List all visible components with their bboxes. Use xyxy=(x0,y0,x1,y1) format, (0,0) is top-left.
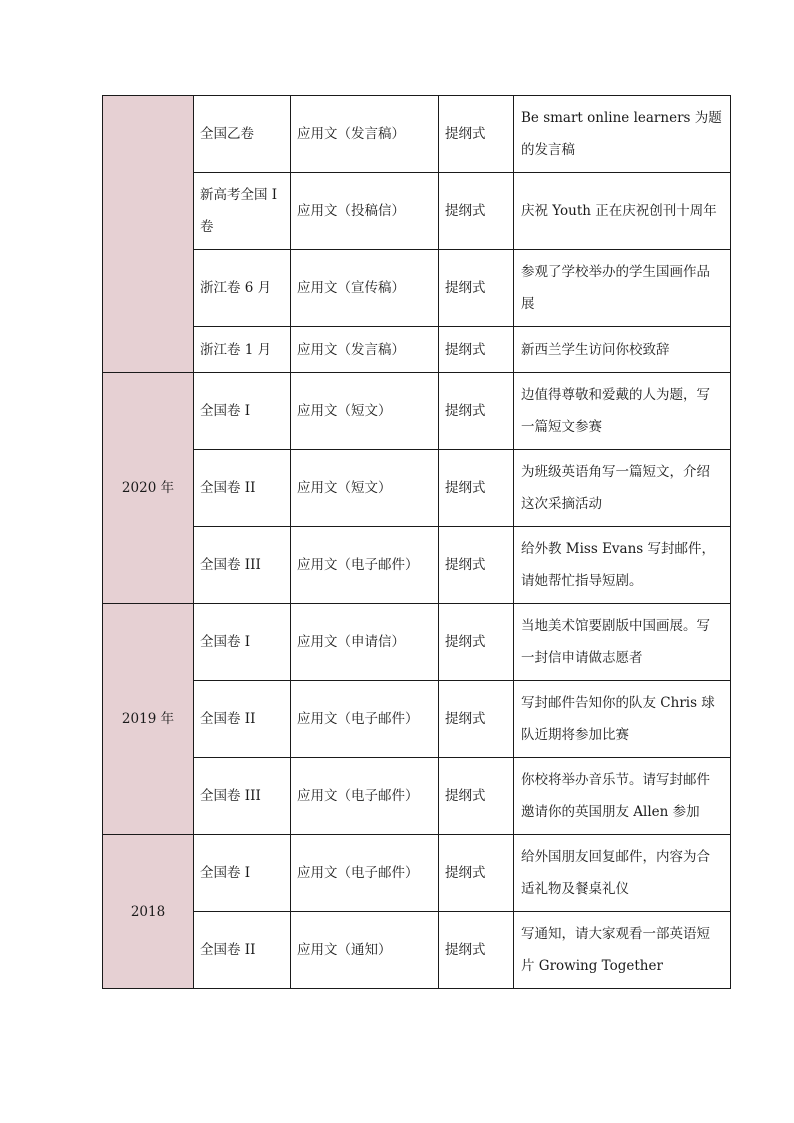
table-row xyxy=(103,96,731,173)
paper-cell: 全国卷 III xyxy=(194,527,291,604)
table-row xyxy=(103,604,731,681)
genre-cell: 应用文（电子邮件） xyxy=(291,758,439,835)
topic-cell: 你校将举办音乐节。请写封邮件邀请你的英国朋友 Allen 参加 xyxy=(514,758,731,835)
year-cell: 2019 年 xyxy=(103,604,194,835)
topic-cell: 当地美术馆要剧版中国画展。写一封信申请做志愿者 xyxy=(514,604,731,681)
genre-cell: 应用文（短文） xyxy=(291,450,439,527)
year-cell: 2020 年 xyxy=(103,373,194,604)
table-row xyxy=(103,527,731,604)
format-cell: 提纲式 xyxy=(439,173,514,250)
genre-cell: 应用文（短文） xyxy=(291,373,439,450)
year-cell: 2018 xyxy=(103,835,194,989)
genre-cell: 应用文（宣传稿） xyxy=(291,250,439,327)
paper-cell: 浙江卷 6 月 xyxy=(194,250,291,327)
topic-cell: 给外教 Miss Evans 写封邮件，请她帮忙指导短剧。 xyxy=(514,527,731,604)
year-cell xyxy=(103,96,194,373)
format-cell: 提纲式 xyxy=(439,250,514,327)
format-cell: 提纲式 xyxy=(439,527,514,604)
genre-cell: 应用文（申请信） xyxy=(291,604,439,681)
table-row xyxy=(103,681,731,758)
topic-cell: Be smart online learners 为题的发言稿 xyxy=(514,96,731,173)
table-row xyxy=(103,912,731,989)
genre-cell: 应用文（电子邮件） xyxy=(291,527,439,604)
genre-cell: 应用文（发言稿） xyxy=(291,96,439,173)
table-row xyxy=(103,450,731,527)
table-row xyxy=(103,373,731,450)
table-row xyxy=(103,173,731,250)
topic-cell: 新西兰学生访问你校致辞 xyxy=(514,327,731,373)
topic-cell: 给外国朋友回复邮件，内容为合适礼物及餐桌礼仪 xyxy=(514,835,731,912)
table-row xyxy=(103,758,731,835)
paper-cell: 全国乙卷 xyxy=(194,96,291,173)
format-cell: 提纲式 xyxy=(439,373,514,450)
format-cell: 提纲式 xyxy=(439,450,514,527)
table-row xyxy=(103,835,731,912)
format-cell: 提纲式 xyxy=(439,912,514,989)
paper-cell: 全国卷 II xyxy=(194,450,291,527)
exam-table xyxy=(102,95,731,989)
format-cell: 提纲式 xyxy=(439,758,514,835)
paper-cell: 全国卷 I xyxy=(194,373,291,450)
format-cell: 提纲式 xyxy=(439,681,514,758)
format-cell: 提纲式 xyxy=(439,96,514,173)
paper-cell: 全国卷 III xyxy=(194,758,291,835)
table-row xyxy=(103,250,731,327)
topic-cell: 参观了学校举办的学生国画作品展 xyxy=(514,250,731,327)
genre-cell: 应用文（电子邮件） xyxy=(291,681,439,758)
genre-cell: 应用文（通知） xyxy=(291,912,439,989)
topic-cell: 为班级英语角写一篇短文，介绍这次采摘活动 xyxy=(514,450,731,527)
exam-table-body xyxy=(103,96,731,989)
table-row xyxy=(103,327,731,373)
paper-cell: 全国卷 II xyxy=(194,912,291,989)
topic-cell: 庆祝 Youth 正在庆祝创刊十周年 xyxy=(514,173,731,250)
format-cell: 提纲式 xyxy=(439,835,514,912)
format-cell: 提纲式 xyxy=(439,604,514,681)
paper-cell: 新高考全国 I 卷 xyxy=(194,173,291,250)
genre-cell: 应用文（电子邮件） xyxy=(291,835,439,912)
paper-cell: 全国卷 II xyxy=(194,681,291,758)
paper-cell: 全国卷 I xyxy=(194,604,291,681)
topic-cell: 写通知，请大家观看一部英语短片 Growing Together xyxy=(514,912,731,989)
genre-cell: 应用文（投稿信） xyxy=(291,173,439,250)
topic-cell: 写封邮件告知你的队友 Chris 球队近期将参加比赛 xyxy=(514,681,731,758)
paper-cell: 浙江卷 1 月 xyxy=(194,327,291,373)
genre-cell: 应用文（发言稿） xyxy=(291,327,439,373)
topic-cell: 边值得尊敬和爱戴的人为题，写一篇短文参赛 xyxy=(514,373,731,450)
format-cell: 提纲式 xyxy=(439,327,514,373)
paper-cell: 全国卷 I xyxy=(194,835,291,912)
